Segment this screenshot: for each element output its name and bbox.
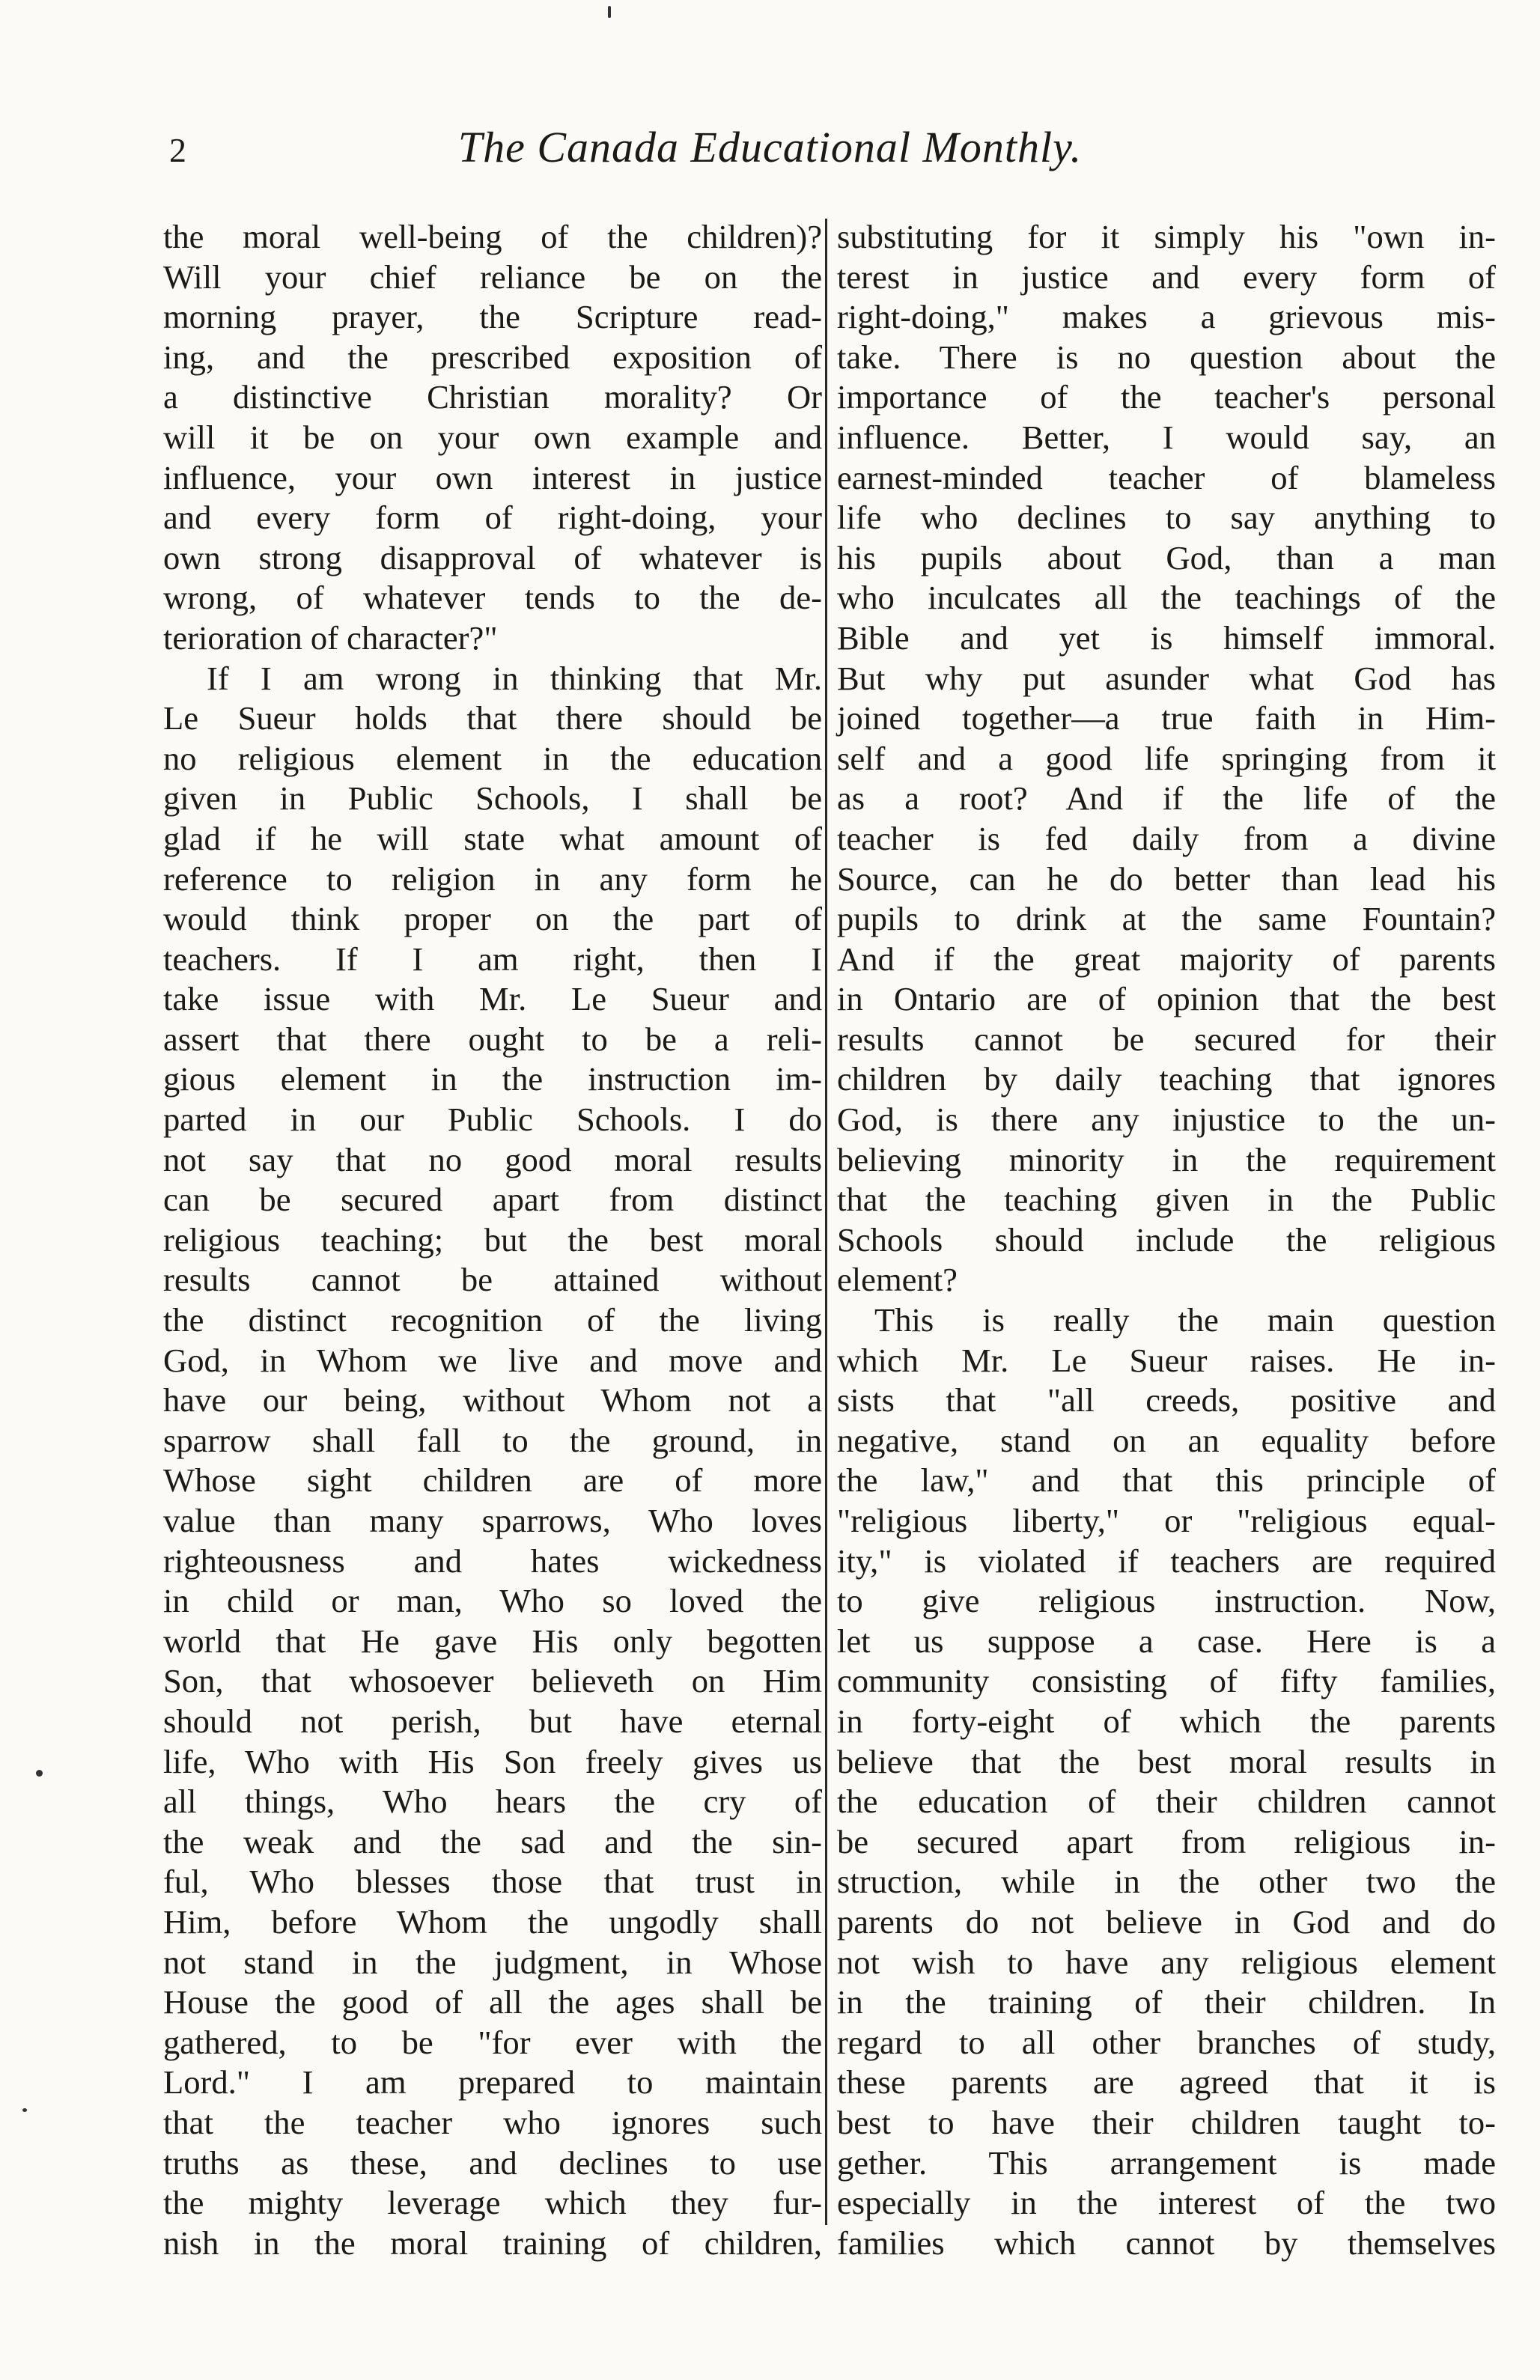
text-line: God, is there any injustice to the un- <box>837 1101 1496 1139</box>
text-line: But why put asunder what God has <box>837 659 1496 697</box>
text-line: life who declines to say anything to <box>837 499 1496 537</box>
running-title: The Canada Educational Monthly. <box>457 123 1083 171</box>
text-line: ful, Who blesses those that trust in <box>163 1863 822 1901</box>
text-line: in the training of their children. In <box>837 1983 1496 2021</box>
text-line: self and a good life springing from it <box>837 739 1496 777</box>
text-line: would think proper on the part of <box>163 900 822 938</box>
text-line: influence, your own interest in justice <box>163 458 822 496</box>
text-line: children by daily teaching that ignores <box>837 1060 1496 1098</box>
text-line: no religious element in the education <box>163 739 822 777</box>
text-line: Whose sight children are of more <box>163 1461 822 1500</box>
text-line: teachers. If I am right, then I <box>163 940 822 978</box>
text-line: take. There is no question about the <box>837 338 1496 376</box>
scan-speck <box>608 6 611 18</box>
text-line: religious teaching; but the best moral <box>163 1220 822 1259</box>
text-line: truths as these, and declines to use <box>163 2143 822 2182</box>
text-line: Lord." I am prepared to maintain <box>163 2063 822 2101</box>
text-line: believing minority in the requirement <box>837 1140 1496 1178</box>
text-line: nish in the moral training of children, <box>163 2224 822 2262</box>
text-line: earnest-minded teacher of blameless <box>837 458 1496 496</box>
left-column <box>163 217 822 2263</box>
text-line: and every form of right-doing, your <box>163 499 822 537</box>
text-line: And if the great majority of parents <box>837 940 1496 978</box>
text-line: the law," and that this principle of <box>837 1461 1496 1500</box>
text-line: morning prayer, the Scripture read- <box>163 298 822 336</box>
text-line: parted in our Public Schools. I do <box>163 1101 822 1139</box>
text-line: assert that there ought to be a reli- <box>163 1020 822 1058</box>
text-line: element? <box>837 1261 958 1299</box>
text-line: value than many sparrows, Who loves <box>163 1502 822 1539</box>
text-line: substituting for it simply his "own in- <box>837 218 1496 255</box>
text-line: Le Sueur holds that there should be <box>163 699 822 737</box>
text-line: given in Public Schools, I shall be <box>163 779 822 818</box>
text-line: in forty-eight of which the parents <box>837 1702 1496 1740</box>
column-rule <box>825 219 827 2225</box>
text-line: sists that "all creeds, positive and <box>837 1381 1496 1419</box>
text-line: Him, before Whom the ungodly shall <box>163 1902 822 1941</box>
text-line: can be secured apart from distinct <box>163 1181 822 1219</box>
text-line: sparrow shall fall to the ground, in <box>163 1421 822 1459</box>
text-line: terest in justice and every form of <box>837 258 1496 296</box>
text-line: in child or man, Who so loved the <box>163 1582 822 1620</box>
text-line: This is really the main question <box>874 1301 1496 1339</box>
text-line: House the good of all the ages shall be <box>163 1983 822 2021</box>
text-line: glad if he will state what amount of <box>163 819 822 857</box>
text-line: let us suppose a case. Here is a <box>837 1622 1496 1660</box>
text-line: God, in Whom we live and move and <box>163 1341 822 1379</box>
text-line: regard to all other branches of study, <box>837 2023 1496 2061</box>
text-line: gether. This arrangement is made <box>837 2143 1496 2182</box>
text-line: gathered, to be "for ever with the <box>163 2023 822 2061</box>
text-line: not wish to have any religious element <box>837 1943 1496 1981</box>
text-line: life, Who with His Son freely gives us <box>163 1742 822 1780</box>
text-line: have our being, without Whom not a <box>163 1381 822 1419</box>
text-line: his pupils about God, than a man <box>837 538 1496 576</box>
text-line: right-doing," makes a grievous mis- <box>837 298 1496 336</box>
text-line: wrong, of whatever tends to the de- <box>163 579 822 617</box>
text-line: Bible and yet is himself immoral. <box>837 618 1496 657</box>
text-line: gious element in the instruction im- <box>163 1060 822 1098</box>
text-line: not say that no good moral results <box>163 1140 822 1178</box>
text-line: especially in the interest of the two <box>837 2184 1496 2222</box>
text-line: joined together—a true faith in Him- <box>837 699 1496 737</box>
text-line: that the teacher who ignores such <box>163 2103 822 2141</box>
text-line: the moral well-being of the children)? <box>163 218 822 255</box>
text-line: be secured apart from religious in- <box>837 1822 1496 1860</box>
text-line: results cannot be secured for their <box>837 1020 1496 1058</box>
text-line: the distinct recognition of the living <box>163 1301 822 1339</box>
text-line: pupils to drink at the same Fountain? <box>837 900 1496 938</box>
text-line: Will your chief reliance be on the <box>163 258 822 296</box>
text-line: families which cannot by themselves <box>837 2224 1496 2262</box>
text-line: importance of the teacher's personal <box>837 378 1496 416</box>
text-line: will it be on your own example and <box>163 418 822 456</box>
text-line: community consisting of fifty families, <box>837 1662 1496 1700</box>
text-line: as a root? And if the life of the <box>837 779 1496 818</box>
text-line: in Ontario are of opinion that the best <box>837 980 1496 1018</box>
text-line: should not perish, but have eternal <box>163 1702 822 1740</box>
text-line: struction, while in the other two the <box>837 1863 1496 1901</box>
text-line: parents do not believe in God and do <box>837 1902 1496 1941</box>
text-line: not stand in the judgment, in Whose <box>163 1943 822 1981</box>
text-line: influence. Better, I would say, an <box>837 418 1496 456</box>
text-line: a distinctive Christian morality? Or <box>163 378 822 416</box>
text-line: own strong disapproval of whatever is <box>163 538 822 576</box>
scan-speck <box>22 2108 27 2112</box>
text-line: "religious liberty," or "religious equal- <box>837 1502 1496 1539</box>
text-line: the weak and the sad and the sin- <box>163 1822 822 1860</box>
text-line: that the teaching given in the Public <box>837 1181 1496 1219</box>
text-line: teacher is fed daily from a divine <box>837 819 1496 857</box>
text-line: take issue with Mr. Le Sueur and <box>163 980 822 1018</box>
text-line: negative, stand on an equality before <box>837 1421 1496 1459</box>
text-line: to give religious instruction. Now, <box>837 1582 1496 1620</box>
text-line: ing, and the prescribed exposition of <box>163 338 822 376</box>
text-line: who inculcates all the teachings of the <box>837 579 1496 617</box>
text-line: the mighty leverage which they fur- <box>163 2184 822 2222</box>
text-line: Schools should include the religious <box>837 1220 1496 1259</box>
text-line: reference to religion in any form he <box>163 859 822 898</box>
text-line: all things, Who hears the cry of <box>163 1783 822 1821</box>
page-number: 2 <box>169 131 186 169</box>
text-line: Son, that whosoever believeth on Him <box>163 1662 822 1700</box>
text-line: terioration of character?" <box>163 618 498 657</box>
text-line: If I am wrong in thinking that Mr. <box>207 659 822 697</box>
text-line: Source, can he do better than lead his <box>837 859 1496 898</box>
text-line: results cannot be attained without <box>163 1261 822 1299</box>
text-line: ity," is violated if teachers are required <box>837 1541 1496 1580</box>
scan-speck <box>36 1770 43 1777</box>
text-line: the education of their children cannot <box>837 1783 1496 1821</box>
text-line: believe that the best moral results in <box>837 1742 1496 1780</box>
text-line: these parents are agreed that it is <box>837 2063 1496 2101</box>
text-line: world that He gave His only begotten <box>163 1622 822 1660</box>
text-line: best to have their children taught to- <box>837 2103 1496 2141</box>
right-column <box>837 217 1496 2263</box>
text-line: righteousness and hates wickedness <box>163 1541 822 1580</box>
text-line: which Mr. Le Sueur raises. He in- <box>837 1341 1496 1379</box>
